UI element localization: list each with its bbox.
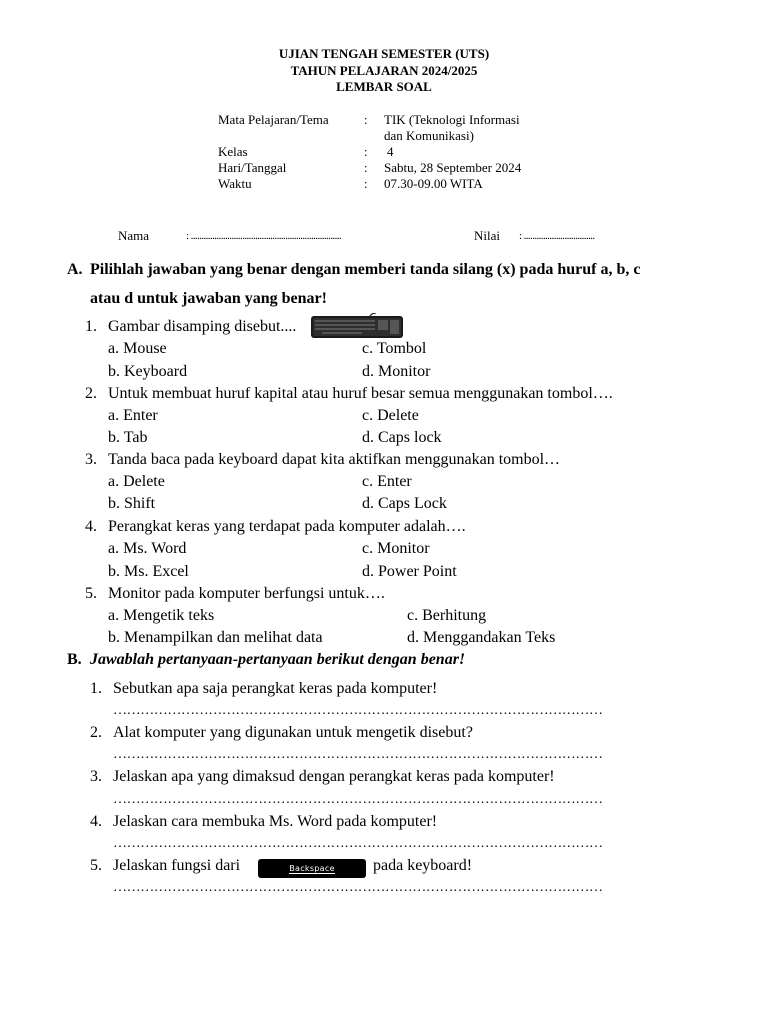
info-colon: :	[364, 144, 368, 159]
question-text: Tanda baca pada keyboard dapat kita aktifkan menggunakan tombol…	[108, 451, 561, 468]
question-number: 4.	[85, 518, 97, 535]
question-number: 1.	[90, 680, 102, 697]
backspace-key-label: Backspace	[289, 863, 335, 873]
option-c[interactable]: c. Berhitung	[407, 607, 487, 624]
question-number: 2.	[85, 385, 97, 402]
option-d[interactable]: d. Caps Lock	[362, 495, 447, 512]
option-b[interactable]: b. Shift	[108, 495, 156, 512]
option-d[interactable]: d. Menggandakan Teks	[407, 629, 556, 646]
question-text-cont: pada keyboard!	[373, 857, 473, 874]
name-label: Nama	[118, 228, 150, 243]
option-b[interactable]: b. Tab	[108, 429, 148, 446]
option-c[interactable]: c. Delete	[362, 407, 419, 424]
section-b-letter: B.	[67, 651, 82, 668]
question-text: Jelaskan apa yang dimaksud dengan perangkat keras pada komputer!	[113, 768, 555, 785]
question-text: Alat komputer yang digunakan untuk mengetik disebut?	[113, 724, 473, 741]
question-text: Untuk membuat huruf kapital atau huruf besar semua menggunakan tombol….	[108, 385, 613, 402]
info-label-class: Kelas	[218, 144, 248, 159]
exam-title: UJIAN TENGAH SEMESTER (UTS)	[278, 46, 490, 61]
option-a[interactable]: a. Enter	[108, 407, 158, 424]
option-a[interactable]: a. Delete	[108, 473, 165, 490]
question-number: 5.	[90, 857, 102, 874]
option-a[interactable]: a. Mouse	[108, 340, 167, 357]
info-label-subject: Mata Pelajaran/Tema	[218, 112, 329, 127]
backspace-key-image	[258, 859, 366, 878]
info-colon: :	[364, 112, 368, 127]
info-value-subject: TIK (Teknologi Informasi	[384, 112, 520, 127]
info-label-time: Waktu	[218, 176, 252, 191]
question-text: Sebutkan apa saja perangkat keras pada komputer!	[113, 680, 438, 697]
score-label: Nilai	[474, 228, 500, 243]
info-colon: :	[364, 160, 368, 175]
option-b[interactable]: b. Menampilkan dan melihat data	[108, 629, 323, 646]
info-value-time: 07.30-09.00 WITA	[384, 176, 483, 191]
question-text: Jelaskan fungsi dari	[113, 857, 241, 874]
question-number: 3.	[85, 451, 97, 468]
section-a-instruction-cont: atau d untuk jawaban yang benar!	[90, 290, 327, 307]
question-number: 4.	[90, 813, 102, 830]
question-number: 1.	[85, 318, 97, 335]
school-year: TAHUN PELAJARAN 2024/2025	[290, 63, 478, 78]
option-c[interactable]: c. Monitor	[362, 540, 430, 557]
option-d[interactable]: d. Caps lock	[362, 429, 442, 446]
option-d[interactable]: d. Monitor	[362, 363, 431, 380]
option-c[interactable]: c. Enter	[362, 473, 412, 490]
option-c[interactable]: c. Tombol	[362, 340, 427, 357]
option-b[interactable]: b. Keyboard	[108, 363, 188, 380]
option-a[interactable]: a. Ms. Word	[108, 540, 187, 557]
answer-line[interactable]: ………………………………………………………………………………………………	[113, 880, 603, 895]
info-label-date: Hari/Tanggal	[218, 160, 287, 175]
section-b-instruction: Jawablah pertanyaan-pertanyaan berikut dengan benar!	[90, 651, 466, 668]
answer-line[interactable]: ………………………………………………………………………………………………	[113, 836, 603, 851]
question-text: Gambar disamping disebut....	[108, 318, 297, 335]
answer-line[interactable]: ………………………………………………………………………………………………	[113, 747, 603, 762]
option-b[interactable]: b. Ms. Excel	[108, 563, 189, 580]
answer-line[interactable]: ………………………………………………………………………………………………	[113, 792, 603, 807]
keyboard-image	[310, 313, 404, 340]
question-text: Perangkat keras yang terdapat pada komputer adalah….	[108, 518, 466, 535]
info-value-class: 4	[387, 144, 394, 159]
question-number: 3.	[90, 768, 102, 785]
info-colon: :	[364, 176, 368, 191]
question-number: 2.	[90, 724, 102, 741]
sheet-title: LEMBAR SOAL	[336, 79, 432, 94]
section-a-instruction: Pilihlah jawaban yang benar dengan memberi tanda silang (x) pada huruf a, b, c	[90, 261, 641, 278]
question-text: Jelaskan cara membuka Ms. Word pada komputer!	[113, 813, 438, 830]
answer-line[interactable]: ………………………………………………………………………………………………	[113, 703, 603, 718]
section-a-letter: A.	[67, 261, 83, 278]
question-number: 5.	[85, 585, 97, 602]
name-field[interactable]: : ......................................................................	[186, 230, 342, 242]
option-d[interactable]: d. Power Point	[362, 563, 457, 580]
info-value-subject-cont: dan Komunikasi)	[384, 128, 474, 143]
info-value-date: Sabtu, 28 September 2024	[384, 160, 522, 175]
question-text: Monitor pada komputer berfungsi untuk….	[108, 585, 385, 602]
score-field[interactable]: : .................................	[519, 230, 595, 242]
option-a[interactable]: a. Mengetik teks	[108, 607, 215, 624]
